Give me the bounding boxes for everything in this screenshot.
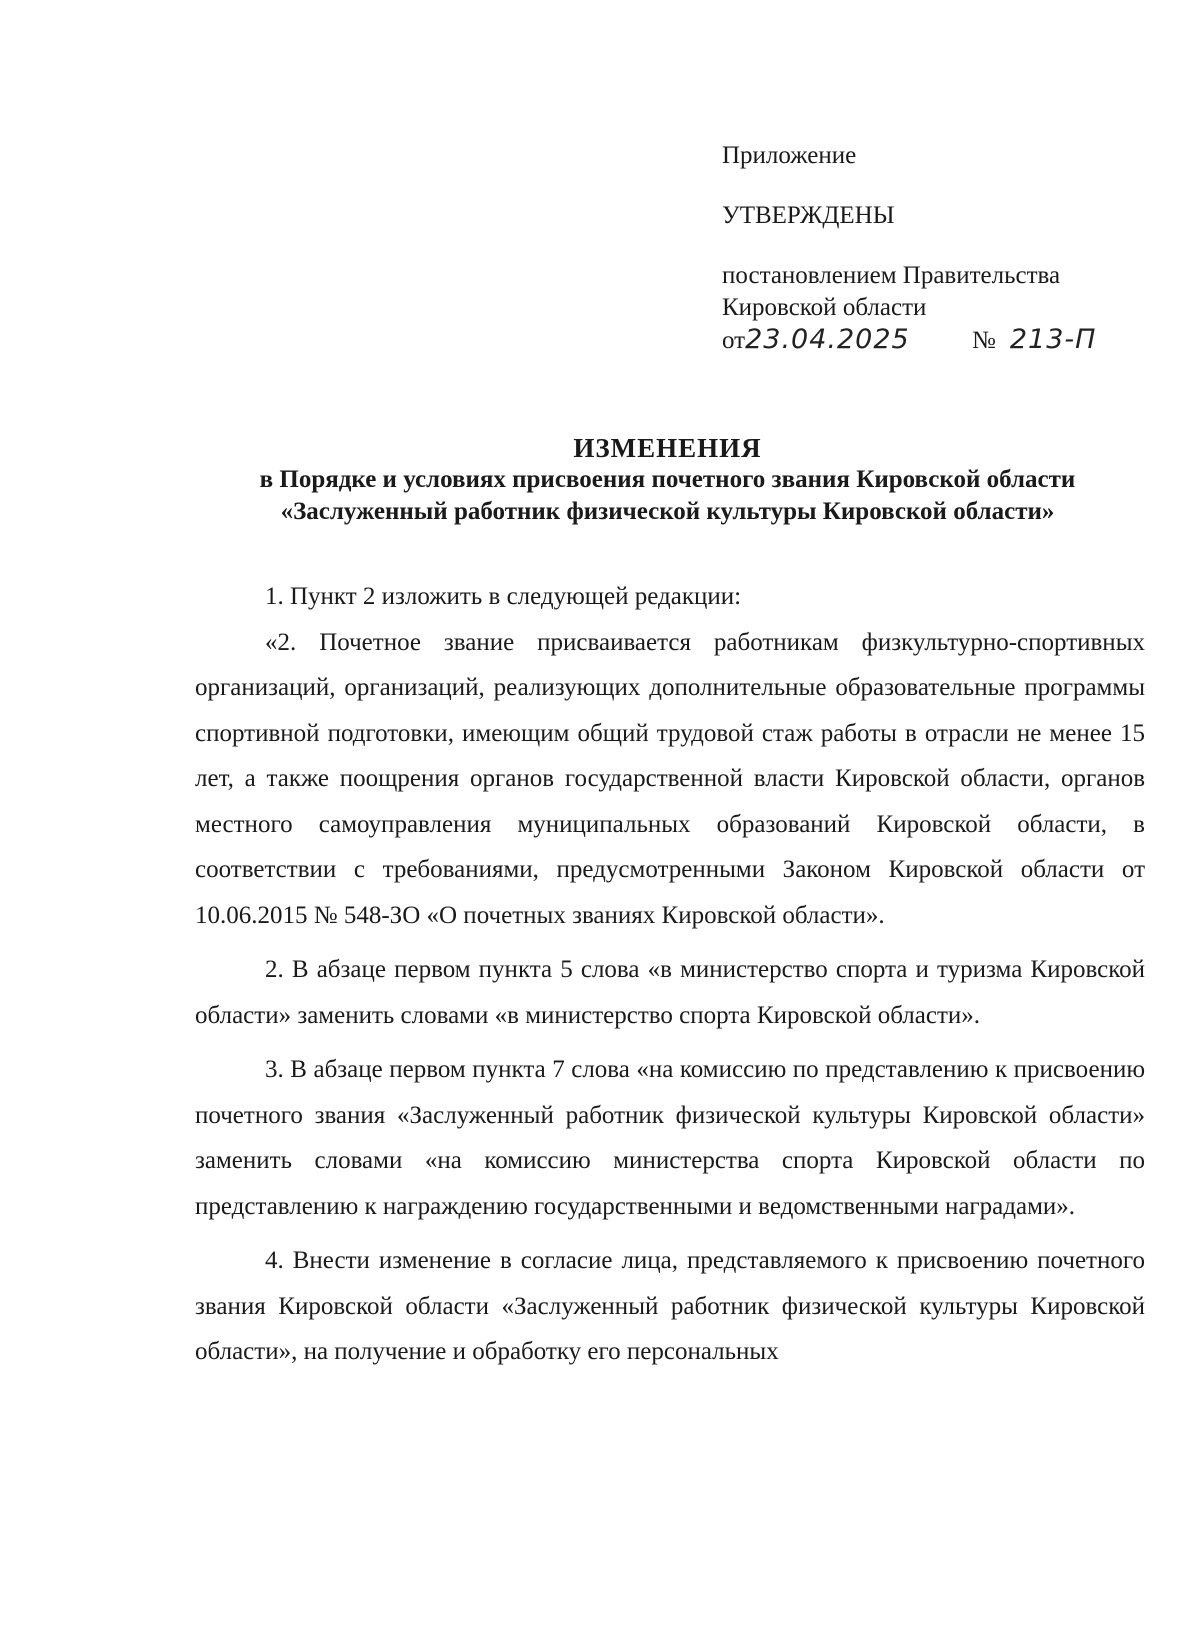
number-field [972, 324, 1096, 357]
date-number-line [722, 324, 1142, 356]
title-line-1: в Порядке и условиях присвоения почетного звания Кировской области [259, 466, 1076, 493]
appendix-label: Приложение [722, 142, 857, 169]
handwritten-number: 213-П [1009, 324, 1097, 355]
paragraph-3: 2. В абзаце первом пункта 5 слова «в министерство спорта и туризма Кировской области» заменить словами «в министерство спорта Кировской области». [195, 956, 1145, 1029]
approved-label: УТВЕРЖДЕНЫ [722, 202, 895, 229]
paragraph-5: 4. Внести изменение в согласие лица, представляемого к присвоению почетного звания Кировской области «Заслуженный работник физической культуры Кировской области», на получение и обработку его персональных [195, 1247, 1145, 1365]
paragraph-2: «2. Почетное звание присваивается работникам физкультурно-спортивных организаций, организаций, реализующих дополнительные образовательные программы спортивной подготовки, имеющим общий трудовой стаж работы в отрасли не менее 15 лет, а также поощрения органов государственной власти Кировской области, органов местного самоуправления муниципальных образований Кировской области, в соответствии с требованиями, предусмотренными Законом Кировской области от 10.06.2015 № 548-ЗО «О почетных званиях Кировской области». [195, 628, 1145, 929]
number-label: № [972, 327, 996, 354]
document-title [190, 432, 1145, 528]
paragraph-1: 1. Пункт 2 изложить в следующей редакции: [265, 583, 742, 610]
handwritten-date: 23.04.2025 [745, 324, 910, 355]
approval-block [722, 140, 1142, 356]
document-body [195, 574, 1145, 1375]
approved-by-line-1: постановлением Правительства [722, 262, 1061, 289]
title-line-2: «Заслуженный работник физической культуры Кировской области» [280, 498, 1055, 525]
approved-by-line-2: Кировской области [722, 294, 927, 321]
paragraph-4: 3. В абзаце первом пункта 7 слова «на комиссию по представлению к присвоению почетного звания «Заслуженный работник физической культуры Кировской области» заменить словами «на комиссию министерства спорта Кировской области по представлению к награждению государственными и ведомственными наградами». [195, 1056, 1145, 1220]
title-heading: ИЗМЕНЕНИЯ [573, 433, 762, 463]
date-prefix: от [722, 327, 746, 354]
